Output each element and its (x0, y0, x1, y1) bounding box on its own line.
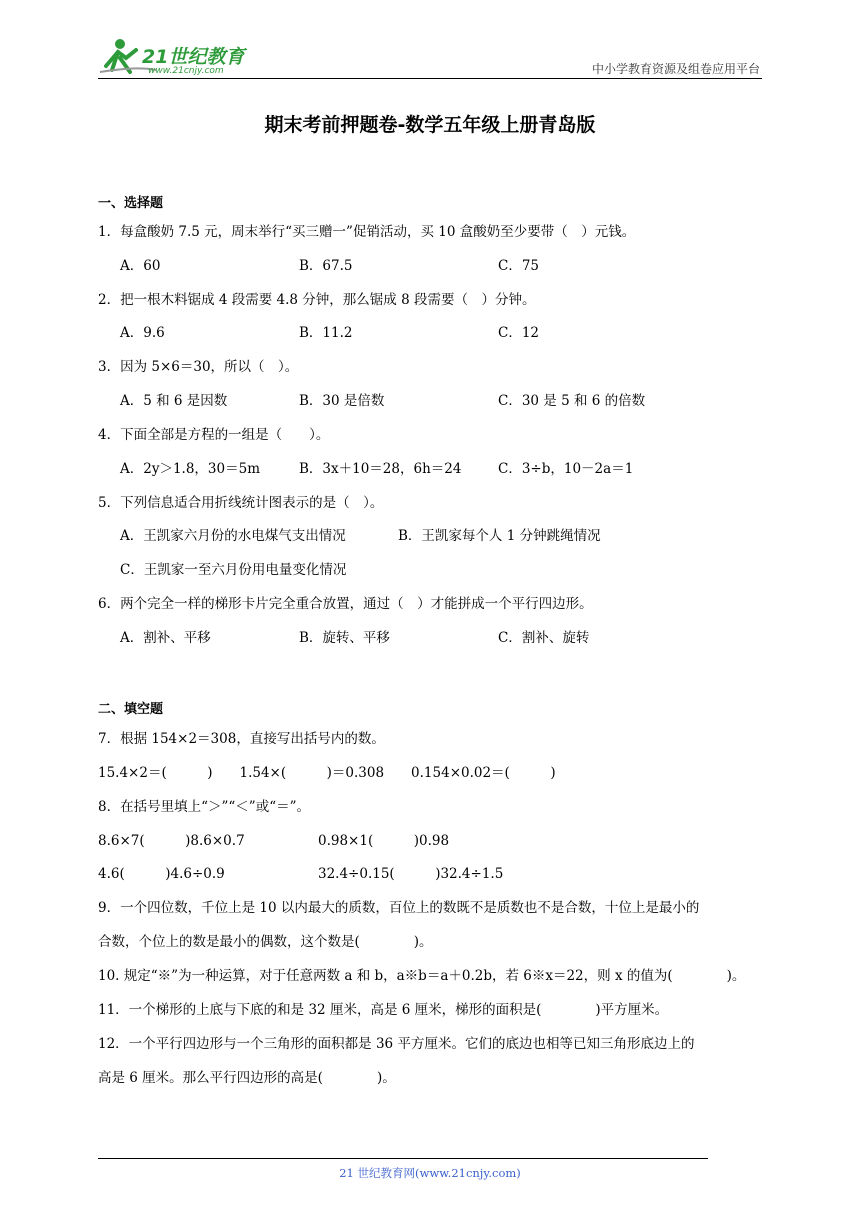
question-5-option-b: B．王凯家每个人 1 分钟跳绳情况 (398, 528, 601, 544)
question-11-stem: 11．一个梯形的上底与下底的和是 32 厘米，高是 6 厘米，梯形的面积是( )平方厘米。 (98, 1002, 669, 1018)
question-3-option-a: A．5 和 6 是因数 (120, 393, 228, 409)
logo (96, 36, 256, 80)
question-8-stem: 8．在括号里填上“＞”“＜”或“＝”。 (98, 799, 310, 815)
question-4-option-a: A．2y＞1.8，30＝5m (120, 461, 261, 477)
question-4-stem: 4．下面全部是方程的一组是（ ）。 (98, 427, 330, 443)
question-9-line-2: 合数，个位上的数是最小的偶数，这个数是( )。 (98, 934, 433, 950)
page-title: 期末考前押题卷-数学五年级上册青岛版 (264, 114, 596, 136)
question-1-option-c: C．75 (498, 258, 540, 274)
question-4-option-b: B．3x＋10＝28，6h＝24 (299, 461, 462, 477)
question-8-item-3: 4.6( )4.6÷0.9 (98, 866, 225, 882)
question-5-option-a: A．王凯家六月份的水电煤气支出情况 (120, 528, 346, 544)
header-platform-text: 中小学教育资源及组卷应用平台 (591, 62, 760, 76)
question-10-stem: 10. 规定“※”为一种运算，对于任意两数 a 和 b，a※b＝a＋0.2b，若 6※x＝22，则 x 的值为( )。 (98, 968, 746, 984)
question-1-option-b: B．67.5 (299, 258, 353, 274)
question-6-option-b: B．旋转、平移 (299, 630, 390, 646)
footer-divider (98, 1158, 708, 1159)
question-5-option-c: C．王凯家一至六月份用电量变化情况 (120, 562, 347, 578)
question-2-option-a: A．9.6 (120, 325, 165, 341)
question-8-item-4: 32.4÷0.15( )32.4÷1.5 (318, 866, 504, 882)
question-4-option-c: C．3÷b，10－2a＝1 (498, 461, 634, 477)
footer-link[interactable]: 21 世纪教育网(www.21cnjy.com) (339, 1166, 521, 1180)
question-1-option-a: A．60 (120, 258, 161, 274)
question-6-stem: 6．两个完全一样的梯形卡片完全重合放置，通过（ ）才能拼成一个平行四边形。 (98, 596, 593, 612)
question-8-item-2: 0.98×1( )0.98 (318, 833, 450, 849)
question-6-option-c: C．割补、旋转 (498, 630, 590, 646)
question-8-item-1: 8.6×7( )8.6×0.7 (98, 833, 245, 849)
question-7-line: 15.4×2＝( ) 1.54×( )＝0.308 0.154×0.02＝( ) (98, 765, 556, 781)
question-9-line-1: 9．一个四位数，千位上是 10 以内最大的质数，百位上的数既不是质数也不是合数，十位上是最小的 (98, 900, 700, 916)
question-2-option-b: B．11.2 (299, 325, 353, 341)
question-3-option-b: B．30 是倍数 (299, 393, 385, 409)
question-3-stem: 3．因为 5×6＝30，所以（ ）。 (98, 359, 299, 375)
logo-url-text: www.21cnjy.com (148, 66, 224, 76)
question-3-option-c: C．30 是 5 和 6 的倍数 (498, 393, 646, 409)
section-heading-fill: 二、填空题 (98, 702, 164, 717)
question-2-option-c: C．12 (498, 325, 540, 341)
section-heading-choice: 一、选择题 (98, 196, 164, 211)
logo-main-text: 21世纪教育 (142, 46, 245, 68)
question-7-stem: 7．根据 154×2＝308，直接写出括号内的数。 (98, 731, 385, 747)
question-2-stem: 2．把一根木料锯成 4 段需要 4.8 分钟，那么锯成 8 段需要（ ）分钟。 (98, 292, 536, 308)
question-5-stem: 5．下列信息适合用折线统计图表示的是（ ）。 (98, 495, 384, 511)
question-6-option-a: A．割补、平移 (120, 630, 211, 646)
question-1-stem: 1．每盒酸奶 7.5 元，周末举行“买三赠一”促销活动，买 10 盒酸奶至少要带（ ）元钱。 (98, 224, 636, 240)
question-12-line-1: 12．一个平行四边形与一个三角形的面积都是 36 平方厘米。它们的底边也相等已知三角形底边上的 (98, 1036, 695, 1052)
question-12-line-2: 高是 6 厘米。那么平行四边形的高是( )。 (98, 1070, 396, 1086)
header-divider (98, 78, 762, 79)
